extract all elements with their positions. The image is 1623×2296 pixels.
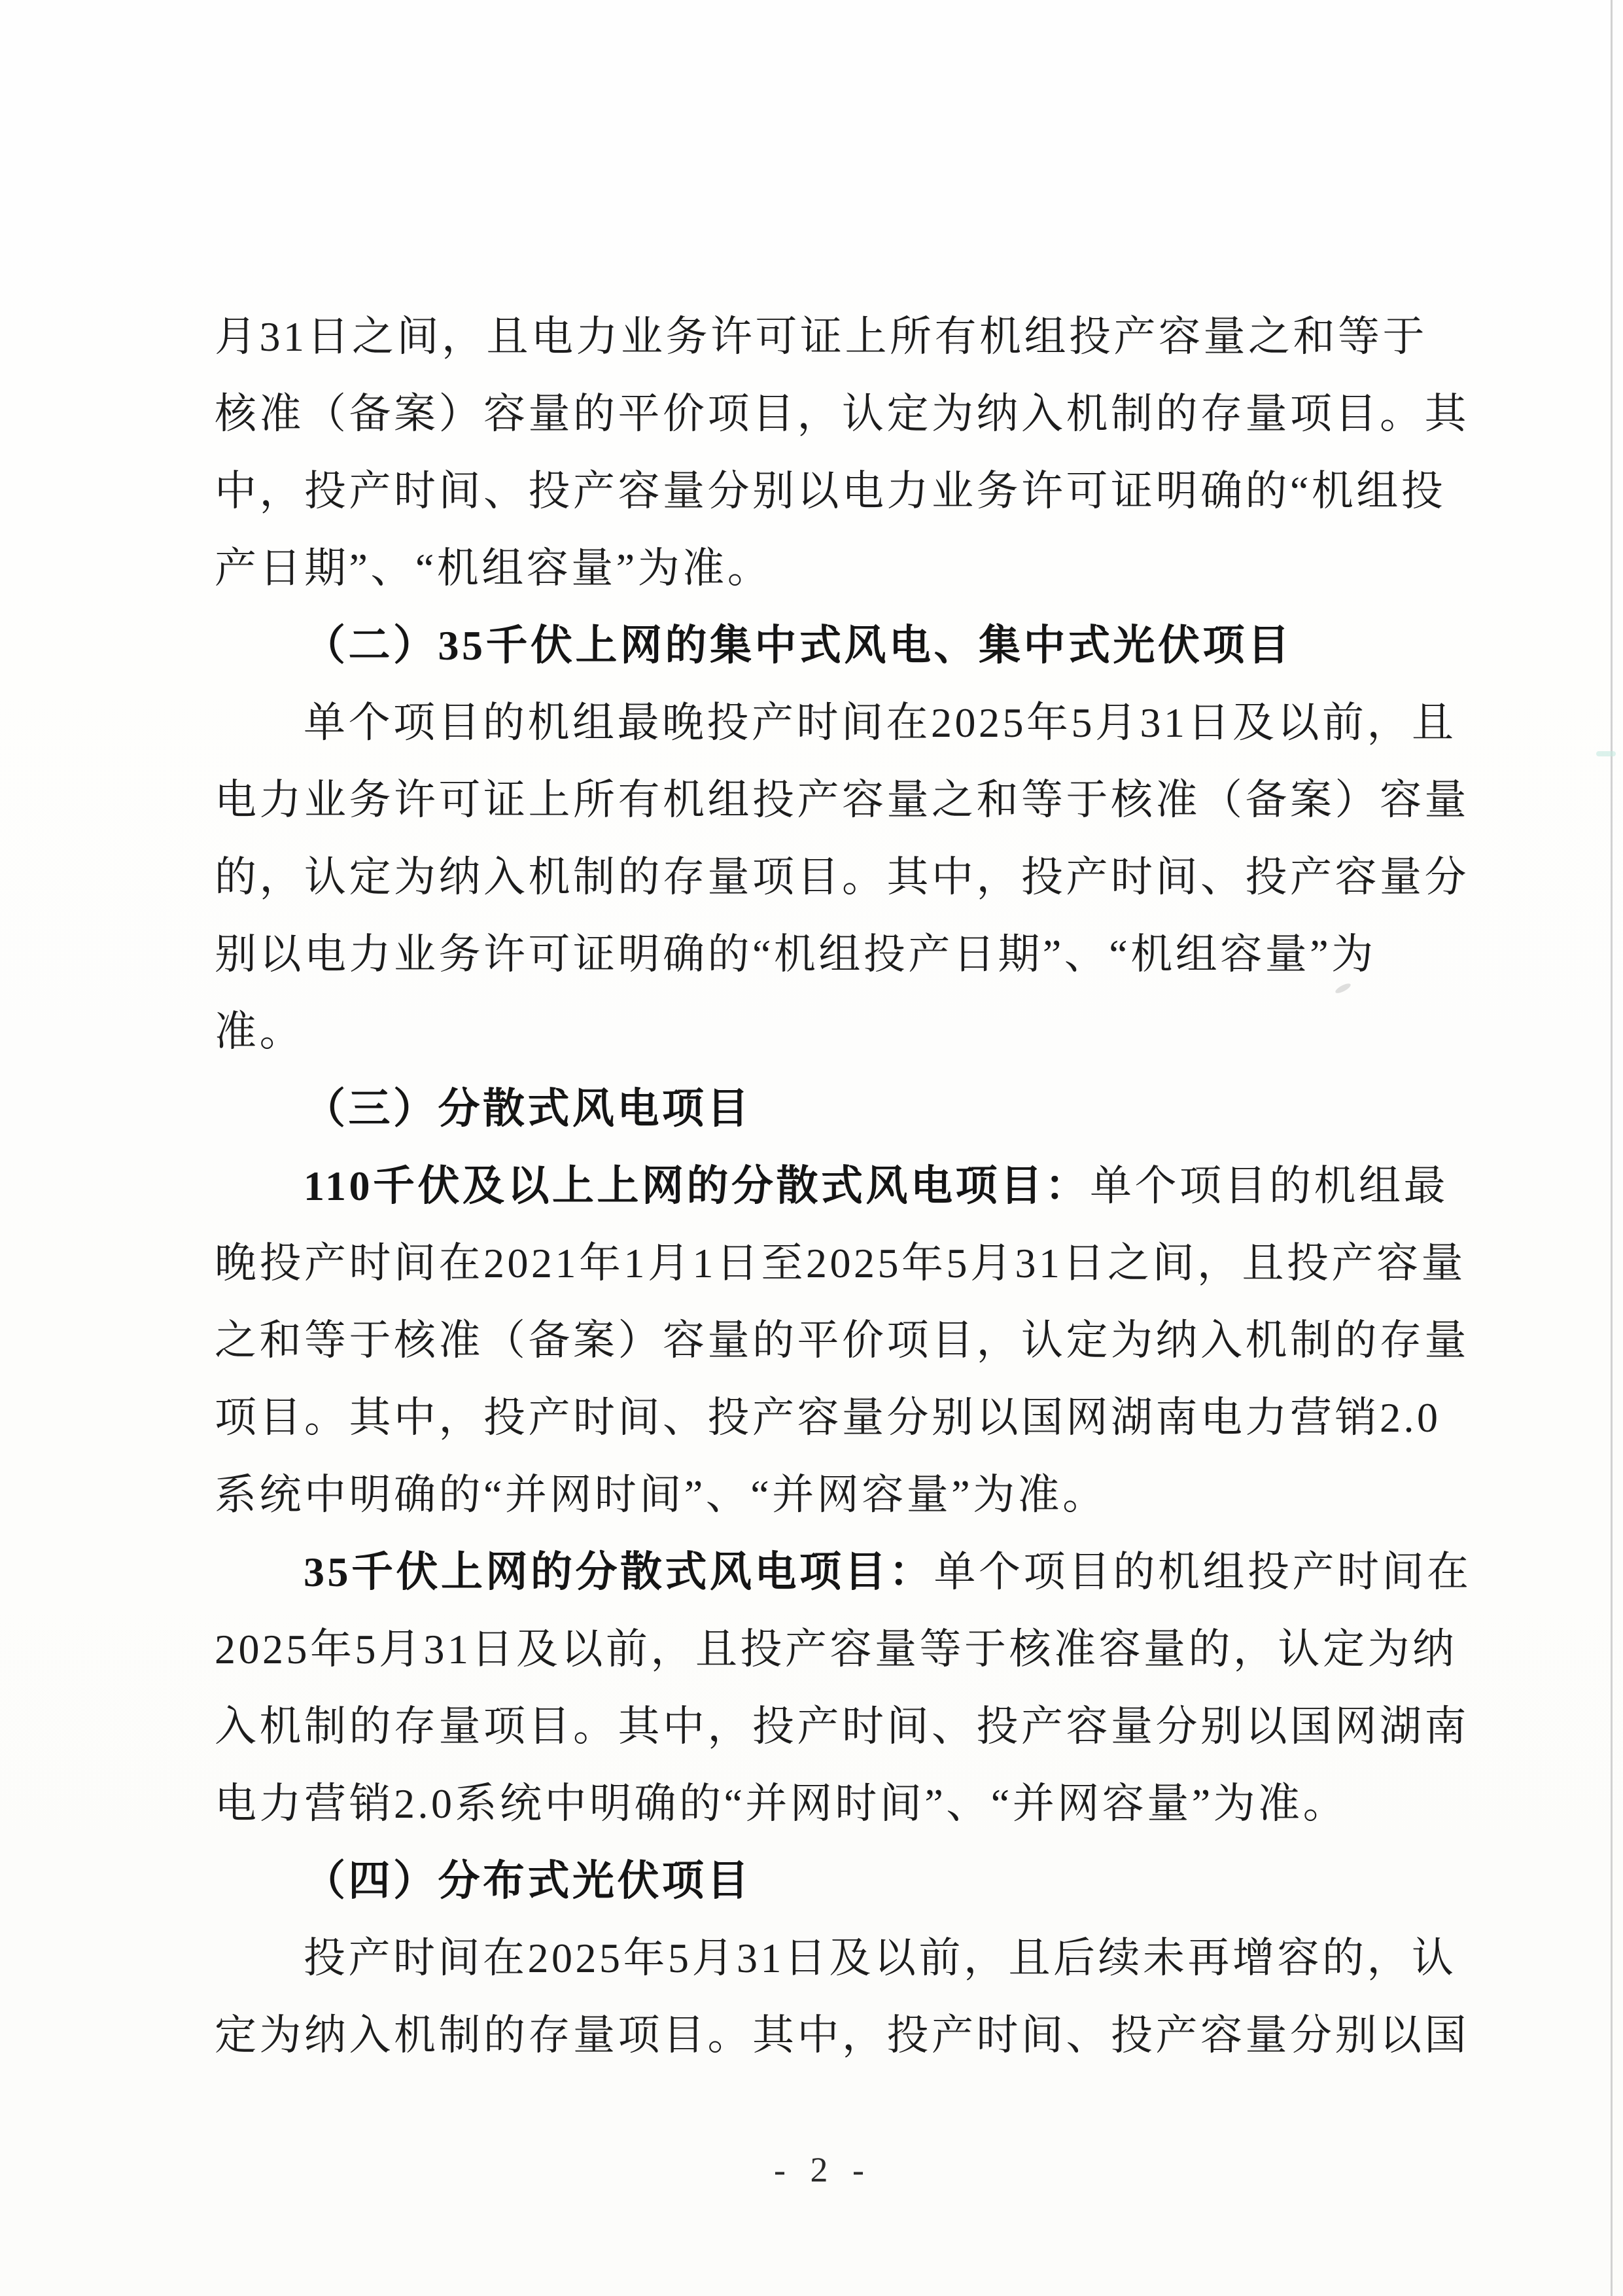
body-line-3: 中，投产时间、投产容量分别以电力业务许可证明确的“机组投 <box>215 468 1446 514</box>
body-line-19: 入机制的存量项目。其中，投产时间、投产容量分别以国网湖南 <box>215 1703 1469 1750</box>
body-line-14: 之和等于核准（备案）容量的平价项目，认定为纳入机制的存量 <box>215 1317 1469 1364</box>
inline-lead-110kv: 110千伏及以上上网的分散式风电项目： <box>304 1163 1090 1209</box>
scan-artifact-line <box>1611 0 1613 2296</box>
body-line-13: 晚投产时间在2021年1月1日至2025年5月31日之间，且投产容量 <box>215 1240 1466 1286</box>
body-line-16: 系统中明确的“并网时间”、“并网容量”为准。 <box>215 1472 1108 1518</box>
body-line-2: 核准（备案）容量的平价项目，认定为纳入机制的存量项目。其 <box>215 391 1469 437</box>
body-line-1: 月31日之间，且电力业务许可证上所有机组投产容量之和等于 <box>215 313 1427 360</box>
section-heading-4: （四）分布式光伏项目 <box>304 1858 752 1904</box>
body-line-7: 电力业务许可证上所有机组投产容量之和等于核准（备案）容量 <box>215 777 1469 823</box>
body-line-22: 投产时间在2025年5月31日及以前，且后续未再增容的，认 <box>304 1935 1457 1981</box>
body-line-17 <box>215 1534 1472 1611</box>
body-line-20: 电力营销2.0系统中明确的“并网时间”、“并网容量”为准。 <box>215 1780 1348 1827</box>
section-heading-2: （二）35千伏上网的集中式风电、集中式光伏项目 <box>304 622 1293 669</box>
body-line-17-rest: 单个项目的机组投产时间在 <box>934 1549 1472 1595</box>
body-line-9: 别以电力业务许可证明确的“机组投产日期”、“机组容量”为 <box>215 931 1376 978</box>
body-line-6: 单个项目的机组最晚投产时间在2025年5月31日及以前，且 <box>304 699 1457 746</box>
section-heading-3: （三）分散式风电项目 <box>304 1086 752 1132</box>
body-line-12 <box>215 1148 1448 1225</box>
body-line-23: 定为纳入机制的存量项目。其中，投产时间、投产容量分别以国 <box>215 2012 1469 2058</box>
page-number: - 2 - <box>774 2150 872 2189</box>
body-line-8: 的，认定为纳入机制的存量项目。其中，投产时间、投产容量分 <box>215 854 1469 900</box>
body-line-4: 产日期”、“机组容量”为准。 <box>215 545 773 592</box>
scan-speckle <box>1596 751 1616 756</box>
inline-lead-35kv: 35千伏上网的分散式风电项目： <box>304 1549 934 1595</box>
body-line-15: 项目。其中，投产时间、投产容量分别以国网湖南电力营销2.0 <box>215 1394 1441 1441</box>
body-line-18: 2025年5月31日及以前，且投产容量等于核准容量的，认定为纳 <box>215 1626 1457 1672</box>
body-line-10: 准。 <box>215 1008 304 1055</box>
document-body <box>215 298 1472 2074</box>
body-line-12-rest: 单个项目的机组最 <box>1089 1163 1448 1209</box>
